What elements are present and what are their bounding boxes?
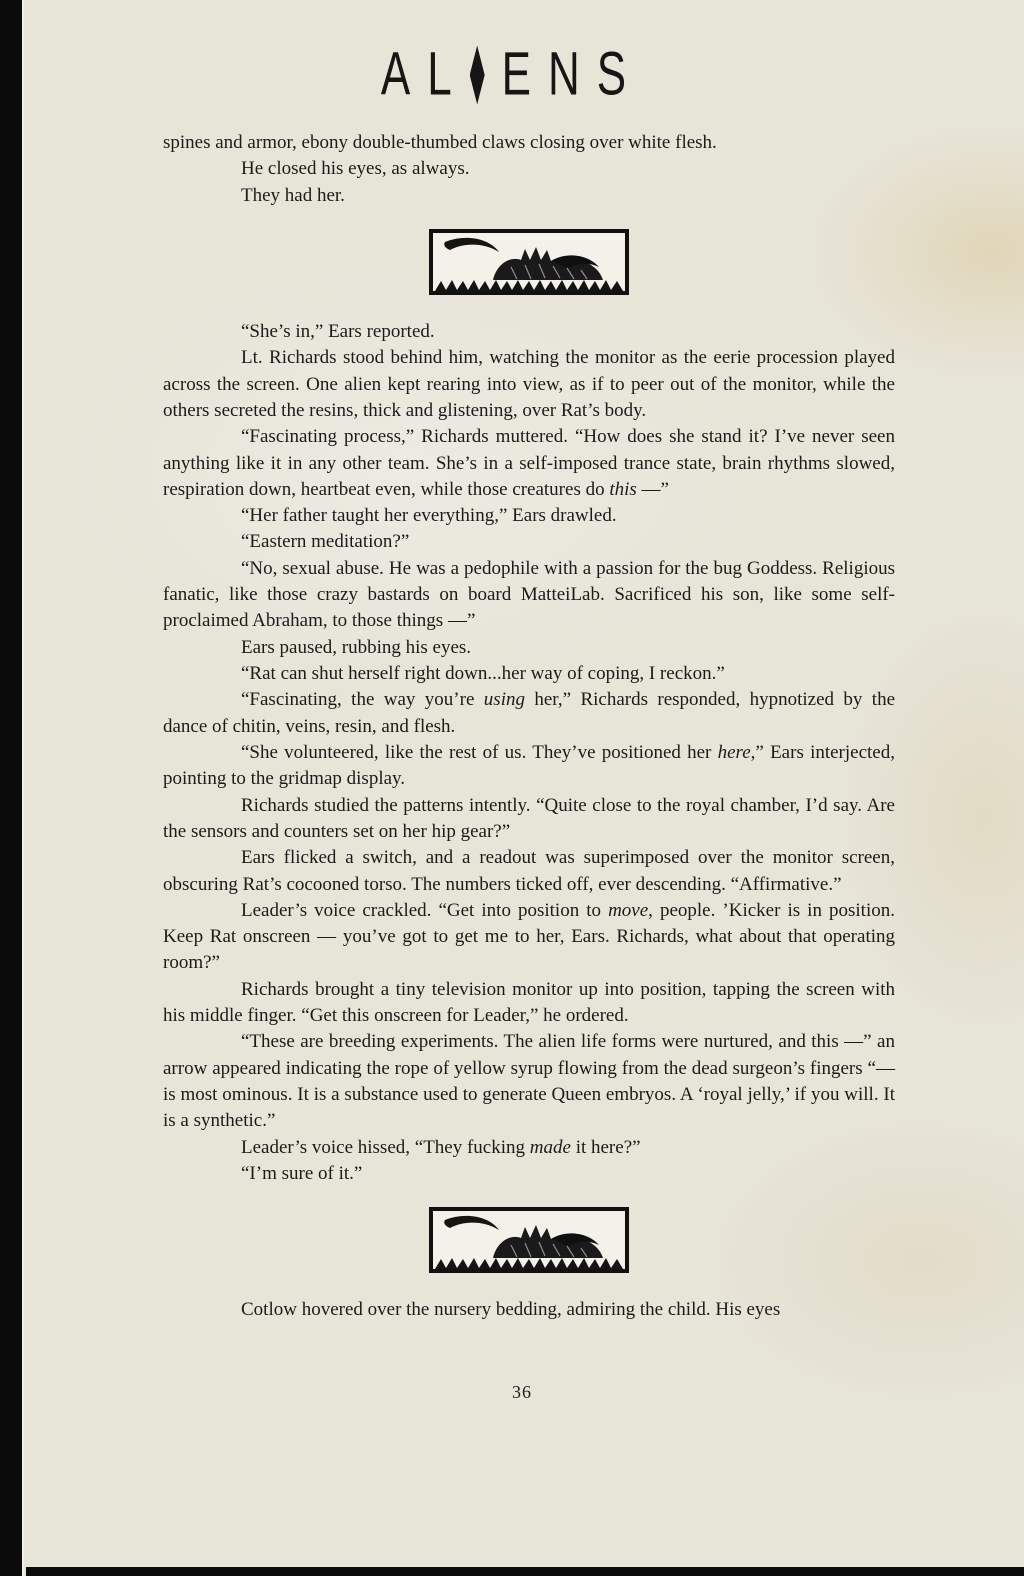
paragraph	[163, 556, 895, 635]
paragraph	[163, 345, 895, 424]
paragraph	[163, 1297, 895, 1323]
paragraph	[163, 1029, 895, 1134]
alien-illustration-1	[429, 229, 629, 295]
body-text: —”	[636, 478, 669, 500]
body-text: her,” Richards responded, hypnotized by the dance of chitin, veins, resin, and flesh.	[163, 689, 896, 737]
body-text: They had her.	[241, 184, 345, 206]
logo-diamond-icon	[470, 46, 485, 105]
paragraph	[163, 740, 895, 793]
crouching-alien-icon	[433, 233, 625, 291]
logo-text-right: ENS	[501, 40, 644, 109]
body-text: “No, sexual abuse. He was a pedophile with a passion for the bug Goddess. Religious fanatic, like those crazy bastards on board MatteiLab. Sacrificed his son, like some self-proclaimed Abraham, to those things —”	[163, 557, 895, 632]
paragraph	[163, 529, 895, 555]
text-column	[163, 130, 895, 1324]
scan-edge-bottom	[26, 1567, 1024, 1576]
body-text: spines and armor, ebony double-thumbed claws closing over white flesh.	[163, 132, 717, 153]
scan-edge-left	[0, 0, 24, 1576]
alien-illustration-2	[429, 1207, 629, 1273]
body-text: Ears paused, rubbing his eyes.	[241, 636, 472, 658]
text-section-3	[163, 1297, 895, 1323]
paragraph	[163, 319, 895, 345]
paragraph	[163, 1135, 895, 1161]
body-text: “She’s in,” Ears reported.	[241, 320, 435, 342]
body-text: Leader’s voice crackled. “Get into position to	[241, 899, 609, 921]
aliens-logo	[0, 0, 1024, 109]
aliens-logo-lettering	[380, 40, 644, 109]
body-text: Ears flicked a switch, and a readout was superimposed over the monitor screen, obscuring Rat’s cocooned torso. The numbers ticked off, ever descending. “Affirmative.”	[163, 847, 895, 895]
paragraph	[163, 977, 895, 1030]
italic-text: here	[717, 741, 751, 763]
body-text: ,” Ears interjected, pointing to the gridmap display.	[163, 741, 895, 790]
body-text: Leader’s voice hissed, “They fucking	[241, 1136, 530, 1158]
logo-text-left: AL	[380, 40, 469, 109]
body-text: “These are breeding experiments. The alien life forms were nurtured, and this —” an arrow appeared indicating the rope of yellow syrup flowing from the dead surgeon’s fingers “— is most ominous. It is a substance used to generate Queen embryos. A ‘royal jelly,’ if you will. It is a synthetic.”	[163, 1031, 895, 1132]
paragraph	[163, 156, 895, 182]
text-section-1	[163, 130, 895, 209]
italic-text: made	[529, 1136, 571, 1158]
paragraph	[163, 898, 895, 977]
body-text: “Fascinating, the way you’re	[241, 689, 484, 711]
body-text: Lt. Richards stood behind him, watching the monitor as the eerie procession played across the screen. One alien kept rearing into view, as if to peer out of the monitor, while the others secreted the resins, thick and glistening, over Rat’s body.	[163, 347, 895, 421]
paragraph	[163, 687, 895, 740]
body-text: Cotlow hovered over the nursery bedding, admiring the child. His eyes	[241, 1299, 781, 1321]
body-text: , people. ’Kicker is in position. Keep Rat onscreen — you’ve got to get me to her, Ears. Richards, what about that operating room?”	[163, 899, 895, 974]
body-text: “Rat can shut herself right down...her way of coping, I reckon.”	[241, 663, 725, 684]
paragraph	[163, 183, 895, 209]
crouching-alien-icon	[433, 1211, 625, 1269]
body-text: “Fascinating process,” Richards muttered. “How does she stand it? I’ve never seen anything like it in any other team. She’s in a self-imposed trance state, brain rhythms slowed, respiration down, heartbeat even, while those creatures do	[163, 426, 895, 500]
body-text: “Eastern meditation?”	[241, 531, 410, 553]
body-text: it here?”	[570, 1136, 641, 1158]
body-text: He closed his eyes, as always.	[241, 158, 470, 180]
paragraph	[163, 130, 895, 156]
paragraph	[163, 793, 895, 846]
paragraph	[163, 1161, 895, 1187]
italic-text: using	[483, 689, 525, 711]
body-text: “She volunteered, like the rest of us. They’ve positioned her	[241, 741, 718, 763]
paragraph	[163, 661, 895, 687]
paragraph	[163, 424, 895, 503]
paragraph	[163, 503, 895, 529]
text-section-2	[163, 319, 895, 1187]
paragraph	[163, 845, 895, 898]
italic-text: move	[608, 899, 649, 921]
page-number: 36	[512, 1381, 532, 1402]
paragraph	[163, 635, 895, 661]
body-text: “Her father taught her everything,” Ears drawled.	[241, 505, 617, 527]
italic-text: this	[609, 478, 637, 500]
body-text: Richards studied the patterns intently. “Quite close to the royal chamber, I’d say. Are the sensors and counters set on her hip gear?”	[163, 794, 895, 842]
body-text: Richards brought a tiny television monitor up into position, tapping the screen with his middle finger. “Get this onscreen for Leader,” he ordered.	[163, 978, 895, 1027]
body-text: “I’m sure of it.”	[241, 1162, 363, 1184]
